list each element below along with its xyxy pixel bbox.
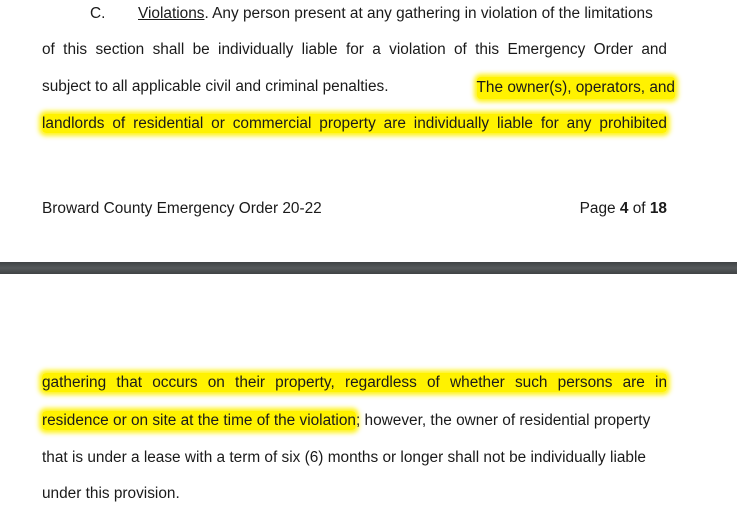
highlighted-text: landlords of residential or commercial property are individually liable for any prohibited — [42, 115, 667, 132]
footer-document-title: Broward County Emergency Order 20-22 — [42, 200, 322, 217]
section-heading: Violations — [138, 5, 205, 22]
highlighted-text: The owner(s), operators, and — [477, 77, 675, 99]
page-separator — [0, 262, 737, 274]
page-label: Page — [579, 200, 616, 217]
paragraph-line-2: of this section shall be individually liable for a violation of this Emergency Order and — [42, 41, 667, 58]
line-1-text: . Any person present at any gathering in violation of the limitations — [204, 5, 653, 22]
paragraph-line-1 — [42, 4, 667, 24]
paragraph-line-6 — [42, 411, 667, 431]
paragraph-line-8: under this provision. — [42, 485, 180, 502]
section-letter: C. — [90, 5, 106, 22]
highlighted-text: gathering that occurs on their property, regardless of whether such persons are in — [42, 374, 667, 391]
line-3-text: subject to all applicable civil and criminal penalties. — [42, 78, 389, 95]
of-label: of — [632, 200, 646, 217]
paragraph-line-5 — [42, 373, 667, 393]
total-pages: 18 — [649, 200, 667, 217]
highlighted-text: residence or on site at the time of the violation — [42, 412, 356, 429]
current-page: 4 — [619, 200, 629, 217]
line-6-text: ; however, the owner of residential property — [355, 412, 651, 429]
paragraph-line-4 — [42, 114, 667, 134]
document-page-lower — [0, 274, 737, 512]
paragraph-line-3 — [42, 77, 675, 99]
paragraph-line-7: that is under a lease with a term of six (6) months or longer shall not be individually liable — [42, 449, 646, 466]
footer-page-number — [580, 199, 667, 219]
